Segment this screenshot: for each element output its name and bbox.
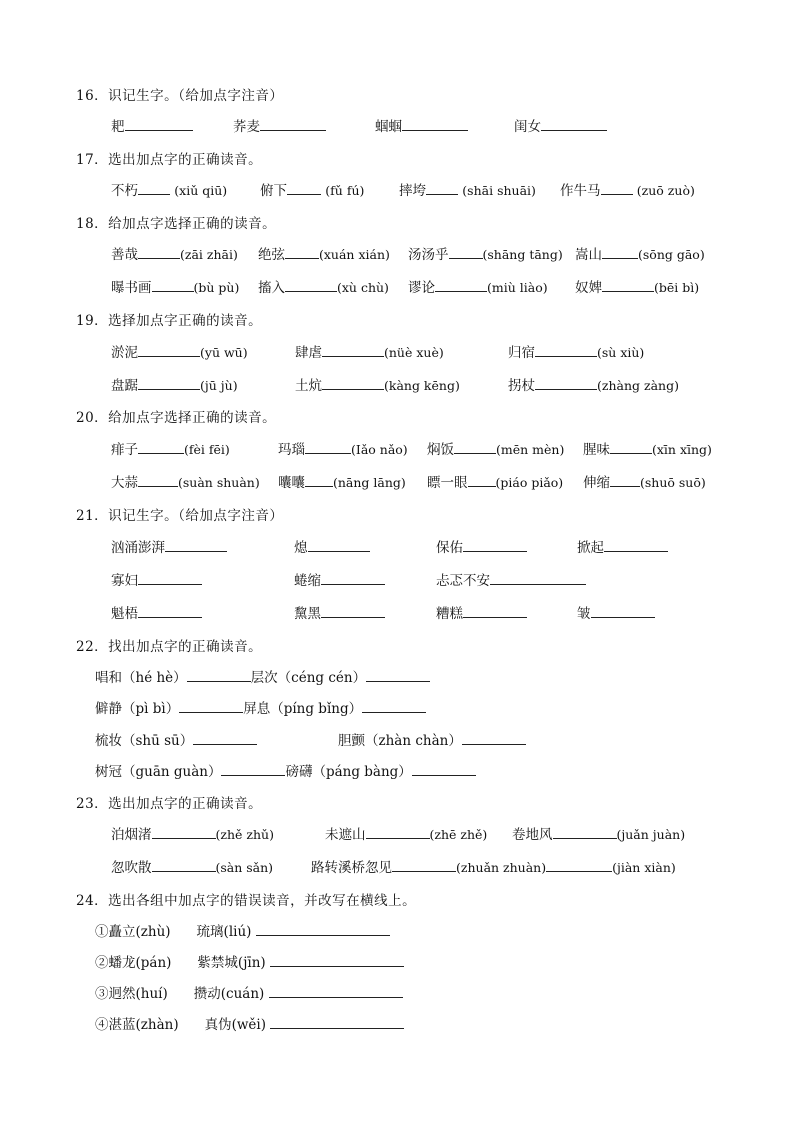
answer-blank[interactable] — [138, 472, 178, 487]
answer-blank[interactable] — [165, 537, 227, 552]
q22-line-2 — [95, 698, 426, 718]
q24-word: 蟠龙(pán) — [108, 955, 172, 971]
q22-line-3b — [338, 730, 526, 750]
pinyin-options: (juǎn juàn) — [616, 827, 686, 842]
answer-blank[interactable] — [138, 342, 200, 357]
q22-line-3a — [95, 730, 257, 750]
answer-blank[interactable] — [287, 180, 321, 195]
q19-word: 归宿 — [508, 345, 535, 361]
q22-word: 僻静（pì bì） — [95, 701, 180, 717]
q24-word: 湛蓝(zhàn) — [108, 1017, 179, 1033]
q18-item — [111, 244, 238, 264]
q18-word: 善哉 — [111, 247, 138, 263]
answer-blank[interactable] — [541, 116, 607, 131]
q24-row-2 — [95, 952, 404, 972]
answer-blank[interactable] — [535, 375, 597, 390]
answer-blank[interactable] — [435, 277, 487, 292]
answer-blank[interactable] — [152, 277, 194, 292]
circled-number: ② — [95, 955, 109, 971]
q18-item — [575, 277, 699, 297]
q21-item — [436, 537, 527, 557]
pinyin-options: (fèi fēi) — [184, 442, 230, 457]
q20-word: 玛瑙 — [278, 442, 305, 458]
q20-item — [427, 439, 564, 459]
answer-blank[interactable] — [321, 570, 385, 585]
answer-blank[interactable] — [138, 244, 180, 259]
q18-item — [408, 244, 563, 264]
answer-blank[interactable] — [366, 824, 430, 839]
q21-item — [294, 603, 385, 623]
q23-item — [512, 824, 685, 844]
q21-item — [111, 537, 227, 557]
q18-word: 嵩山 — [575, 247, 602, 263]
answer-blank[interactable] — [463, 537, 527, 552]
q16-item-2 — [233, 116, 326, 136]
pinyin-options: (sù xiù) — [597, 345, 645, 360]
q23-word: 泊烟渚 — [111, 827, 152, 843]
question-19-title: 19．选择加点字正确的读音。 — [76, 313, 263, 329]
answer-blank[interactable] — [454, 439, 496, 454]
q23-item — [311, 857, 676, 877]
q19-word: 淤泥 — [111, 345, 138, 361]
pinyin-options: (jū jù) — [200, 378, 238, 393]
q16-word-2: 荞麦 — [233, 119, 260, 135]
q19-word: 拐杖 — [508, 378, 535, 394]
answer-blank[interactable] — [468, 472, 496, 487]
q21-word: 保佑 — [436, 540, 463, 556]
answer-blank[interactable] — [604, 537, 668, 552]
q18-word: 搐入 — [258, 280, 285, 296]
pinyin-options: (xiǔ qiū) — [174, 183, 228, 198]
pinyin-options: (shāi shuāi) — [462, 183, 536, 198]
q17-item-1 — [111, 180, 227, 200]
answer-blank[interactable] — [193, 730, 257, 745]
answer-blank[interactable] — [321, 603, 385, 618]
q20-item — [111, 439, 230, 459]
pinyin-options: (zhě zhǔ) — [215, 827, 274, 842]
q18-item — [258, 244, 390, 264]
q18-word: 曝书画 — [111, 280, 152, 296]
pinyin-options: (jiàn xiàn) — [612, 860, 676, 875]
answer-blank[interactable] — [402, 116, 468, 131]
q18-word: 谬论 — [408, 280, 435, 296]
answer-blank[interactable] — [463, 603, 527, 618]
answer-blank[interactable] — [591, 603, 655, 618]
pinyin-options: (zhuǎn zhuàn) — [456, 860, 547, 875]
q21-item — [577, 537, 668, 557]
q20-word: 瞟一眼 — [427, 475, 468, 491]
q22-word: 唱和（hé hè） — [95, 670, 187, 686]
pinyin-options: (sàn sǎn) — [215, 860, 274, 875]
q23-word: 忽吹散 — [111, 860, 152, 876]
pinyin-options: (Iǎo nǎo) — [351, 442, 408, 457]
q21-item — [294, 570, 385, 590]
answer-blank[interactable] — [601, 180, 633, 195]
q24-word: 矗立(zhù) — [108, 924, 171, 940]
q16-word-4: 闺女 — [514, 119, 541, 135]
q22-word: 层次（céng cén） — [250, 670, 367, 686]
q22-line-4 — [95, 761, 476, 781]
answer-blank[interactable] — [602, 277, 654, 292]
pinyin-options: (fǔ fú) — [325, 183, 365, 198]
q21-item — [436, 603, 527, 623]
q22-word: 树冠（guān guàn） — [95, 764, 222, 780]
q21-word: 忐忑不安 — [436, 573, 490, 589]
q21-word: 寡妇 — [111, 573, 138, 589]
q16-item-3 — [375, 116, 468, 136]
q24-row-1 — [95, 921, 390, 941]
answer-blank[interactable] — [256, 921, 390, 936]
answer-blank[interactable] — [125, 116, 193, 131]
q22-word: 屏息（píng bǐng） — [243, 701, 363, 717]
answer-blank[interactable] — [322, 375, 384, 390]
q21-word: 糟糕 — [436, 606, 463, 622]
q19-item — [111, 342, 248, 362]
answer-blank[interactable] — [138, 570, 202, 585]
q19-word: 土炕 — [295, 378, 322, 394]
pinyin-options: (shāng tāng) — [482, 247, 563, 262]
circled-number: ① — [95, 924, 109, 940]
q24-word: 紫禁城(jīn) — [197, 955, 266, 971]
answer-blank[interactable] — [138, 375, 200, 390]
q24-word: 迥然(huí) — [108, 986, 168, 1002]
answer-blank[interactable] — [152, 857, 216, 872]
q24-word: 琉璃(liú) — [196, 924, 252, 940]
q23-item — [325, 824, 487, 844]
answer-blank[interactable] — [546, 857, 612, 872]
q20-word: 痱子 — [111, 442, 138, 458]
q19-item — [508, 342, 644, 362]
q18-item — [575, 244, 705, 264]
q20-item — [583, 472, 706, 492]
q19-word: 肆虐 — [295, 345, 322, 361]
q19-item — [295, 375, 460, 395]
q17-word: 不朽 — [111, 183, 138, 199]
q20-word: 腥味 — [583, 442, 610, 458]
pinyin-options: (kàng kēng) — [384, 378, 460, 393]
q21-word: 蜷缩 — [294, 573, 321, 589]
answer-blank[interactable] — [535, 342, 597, 357]
answer-blank[interactable] — [138, 603, 202, 618]
q22-word: 胆颤（zhàn chàn） — [338, 733, 462, 749]
q18-word: 汤汤乎 — [408, 247, 449, 263]
q17-word: 摔垮 — [399, 183, 426, 199]
q19-item — [111, 375, 238, 395]
answer-blank[interactable] — [308, 537, 370, 552]
pinyin-options: (mēn mèn) — [496, 442, 565, 457]
q24-row-4 — [95, 1014, 404, 1034]
answer-blank[interactable] — [449, 244, 483, 259]
question-24-title: 24．选出各组中加点字的错误读音，并改写在横线上。 — [76, 893, 417, 909]
q24-word: 攒动(cuán) — [193, 986, 265, 1002]
question-23-title: 23．选出加点字的正确读音。 — [76, 796, 263, 812]
q18-item — [111, 277, 239, 297]
answer-blank[interactable] — [221, 761, 285, 776]
answer-blank[interactable] — [392, 857, 456, 872]
answer-blank[interactable] — [260, 116, 326, 131]
answer-blank[interactable] — [426, 180, 458, 195]
answer-blank[interactable] — [187, 667, 251, 682]
answer-blank[interactable] — [138, 180, 170, 195]
answer-blank[interactable] — [285, 244, 319, 259]
q23-item — [111, 857, 273, 877]
answer-blank[interactable] — [412, 761, 476, 776]
answer-blank[interactable] — [553, 824, 617, 839]
circled-number: ④ — [95, 1017, 109, 1033]
q20-word: 囔囔 — [278, 475, 305, 491]
pinyin-options: (bù pù) — [193, 280, 240, 295]
q20-word: 大蒜 — [111, 475, 138, 491]
q18-word: 绝弦 — [258, 247, 285, 263]
question-18-title: 18．给加点字选择正确的读音。 — [76, 216, 277, 232]
pinyin-options: (piáo piǎo) — [495, 475, 564, 490]
answer-blank[interactable] — [305, 472, 333, 487]
answer-blank[interactable] — [462, 730, 526, 745]
pinyin-options: (nāng lāng) — [333, 475, 406, 490]
answer-blank[interactable] — [322, 342, 384, 357]
answer-blank[interactable] — [138, 439, 184, 454]
question-21-title: 21．识记生字。（给加点字注音） — [76, 508, 284, 524]
q18-word: 奴婢 — [575, 280, 602, 296]
q22-line-1 — [95, 667, 430, 687]
pinyin-options: (miù liào) — [487, 280, 548, 295]
circled-number: ③ — [95, 986, 109, 1002]
answer-blank[interactable] — [305, 439, 351, 454]
q21-item — [577, 603, 655, 623]
q17-word: 作牛马 — [560, 183, 601, 199]
answer-blank[interactable] — [270, 1014, 404, 1029]
q21-word: 皱 — [577, 606, 591, 622]
pinyin-options: (nüè xuè) — [384, 345, 444, 360]
q16-item-1 — [111, 116, 193, 136]
q23-word: 路转溪桥忽见 — [311, 860, 392, 876]
answer-blank[interactable] — [285, 277, 337, 292]
answer-blank[interactable] — [270, 952, 404, 967]
pinyin-options: (zhē zhě) — [429, 827, 488, 842]
answer-blank[interactable] — [366, 667, 430, 682]
q22-word: 梳妆（shū sū） — [95, 733, 194, 749]
answer-blank[interactable] — [490, 570, 586, 585]
pinyin-options: (xīn xīng) — [652, 442, 712, 457]
q19-item — [295, 342, 444, 362]
q24-row-3 — [95, 983, 403, 1003]
answer-blank[interactable] — [269, 983, 403, 998]
q23-item — [111, 824, 274, 844]
q21-word: 掀起 — [577, 540, 604, 556]
q17-item-3 — [399, 180, 536, 200]
q20-word: 伸缩 — [583, 475, 610, 491]
q23-word: 未遮山 — [325, 827, 366, 843]
q22-word: 磅礴（páng bàng） — [285, 764, 412, 780]
pinyin-options: (zuō zuò) — [636, 183, 695, 198]
q16-item-4 — [514, 116, 607, 136]
q16-word-1: 耙 — [111, 119, 125, 135]
answer-blank[interactable] — [152, 824, 216, 839]
pinyin-options: (yū wū) — [200, 345, 248, 360]
q24-word: 真伪(wěi) — [204, 1017, 266, 1033]
q17-word: 俯下 — [260, 183, 287, 199]
q21-item — [294, 537, 370, 557]
answer-blank[interactable] — [610, 439, 652, 454]
pinyin-options: (zhàng zàng) — [597, 378, 679, 393]
q19-item — [508, 375, 679, 395]
q21-item — [436, 570, 586, 590]
q18-item — [258, 277, 389, 297]
q21-item — [111, 570, 202, 590]
question-17-title: 17．选出加点字的正确读音。 — [76, 152, 263, 168]
q20-item — [278, 439, 408, 459]
q20-item — [427, 472, 563, 492]
q21-word: 汹涌澎湃 — [111, 540, 165, 556]
q20-word: 焖饭 — [427, 442, 454, 458]
q21-word: 黧黑 — [294, 606, 321, 622]
q18-item — [408, 277, 548, 297]
q19-word: 盘踞 — [111, 378, 138, 394]
q17-item-4 — [560, 180, 695, 200]
pinyin-options: (xù chù) — [337, 280, 389, 295]
question-16-title: 16．识记生字。（给加点字注音） — [76, 88, 284, 104]
q20-item — [278, 472, 406, 492]
answer-blank[interactable] — [362, 698, 426, 713]
pinyin-options: (suàn shuàn) — [178, 475, 260, 490]
question-20-title: 20．给加点字选择正确的读音。 — [76, 410, 277, 426]
answer-blank[interactable] — [610, 472, 640, 487]
pinyin-options: (bēi bì) — [654, 280, 700, 295]
q16-word-3: 蝈蝈 — [375, 119, 402, 135]
q17-item-2 — [260, 180, 364, 200]
answer-blank[interactable] — [179, 698, 243, 713]
q20-item — [583, 439, 712, 459]
q20-item — [111, 472, 260, 492]
pinyin-options: (zāi zhāi) — [180, 247, 238, 262]
q21-item — [111, 603, 202, 623]
q23-word: 卷地风 — [512, 827, 553, 843]
q21-word: 魁梧 — [111, 606, 138, 622]
question-22-title: 22．找出加点字的正确读音。 — [76, 639, 263, 655]
answer-blank[interactable] — [602, 244, 638, 259]
pinyin-options: (sōng gāo) — [638, 247, 705, 262]
q21-word: 熄 — [294, 540, 308, 556]
pinyin-options: (shuō suō) — [640, 475, 706, 490]
pinyin-options: (xuán xián) — [319, 247, 390, 262]
